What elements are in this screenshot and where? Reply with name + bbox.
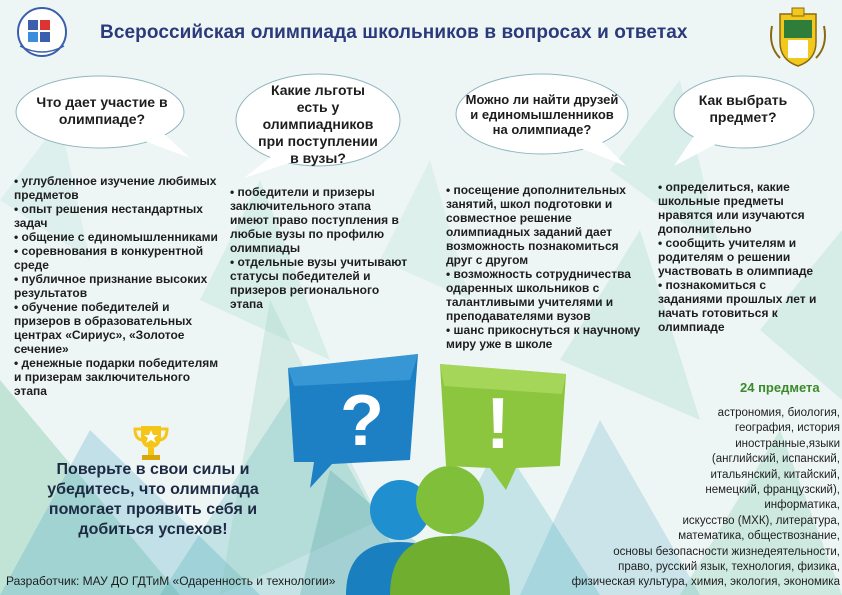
answer-line: этапа bbox=[230, 297, 263, 311]
slogan-text: Поверьте в свои силы и убедитесь, что олимпиада помогает проявить себя и добиться успехов! bbox=[47, 461, 259, 538]
answer-line: статусы победителей и bbox=[230, 269, 371, 283]
answer-line: призеров в образовательных bbox=[14, 314, 193, 328]
answer-line: • шанс прикоснуться к научному bbox=[446, 323, 641, 337]
footer-credit: Разработчик: МАУ ДО ГДТиМ «Одаренность и технологии» bbox=[6, 574, 336, 588]
answer-line: • публичное признание высоких bbox=[14, 272, 208, 286]
answer-line: среде bbox=[14, 258, 49, 272]
answer-line: миру уже в школе bbox=[446, 337, 553, 351]
answer-line: • денежные подарки победителям bbox=[14, 356, 219, 370]
answer-line: школьные предметы bbox=[658, 194, 784, 208]
answer-line: • сообщить учителям и bbox=[658, 236, 797, 250]
answer-line: олимпиадных заданий дает bbox=[446, 225, 613, 239]
blue-question-bubble-icon bbox=[288, 354, 418, 488]
question-bubble-1 bbox=[12, 70, 190, 160]
subject-line: математика, обществознание, bbox=[678, 530, 840, 543]
subject-line: право, русский язык, технология, физика, bbox=[618, 561, 840, 574]
exclamation-mark-glyph: ! bbox=[486, 384, 510, 464]
olympiad-logo-icon bbox=[8, 6, 76, 58]
subjects-heading: 24 предмета bbox=[740, 380, 820, 395]
answer-line: задач bbox=[14, 216, 48, 230]
subjects-list bbox=[420, 406, 840, 591]
trophy-icon bbox=[132, 422, 170, 462]
answer-line: возможность познакомиться bbox=[446, 239, 619, 253]
answer-line: заданиями прошлых лет и bbox=[658, 292, 817, 306]
answer-line: нравятся или изучаются bbox=[658, 208, 805, 222]
subject-line: география, история bbox=[735, 422, 840, 435]
answer-column-2 bbox=[230, 185, 430, 311]
question-bubble-2 bbox=[232, 70, 402, 178]
answer-line: заключительного этапа bbox=[230, 199, 371, 213]
answer-line: • определиться, какие bbox=[658, 180, 790, 194]
answer-line: друг с другом bbox=[446, 253, 529, 267]
question-3: Можно ли найти друзей и единомышленников на олимпиаде? bbox=[465, 92, 619, 137]
answer-line: • углубленное изучение любимых bbox=[14, 174, 217, 188]
subject-line: итальянский, китайский, bbox=[710, 468, 840, 481]
answer-line: • отдельные вузы учитывают bbox=[230, 255, 408, 269]
answer-line: предметов bbox=[14, 188, 79, 202]
answer-line: имеют право поступления в bbox=[230, 213, 399, 227]
subject-line: иностранные,языки bbox=[735, 437, 840, 450]
answer-line: • соревнования в конкурентной bbox=[14, 244, 204, 258]
question-4: Как выбрать предмет? bbox=[698, 92, 788, 125]
question-1: Что дает участие в олимпиаде? bbox=[36, 94, 168, 127]
answer-column-3 bbox=[446, 183, 646, 351]
answer-line: • возможность сотрудничества bbox=[446, 267, 631, 281]
subject-line: физическая культура, химия, экология, экономика bbox=[571, 576, 840, 589]
answer-column-4 bbox=[658, 180, 838, 334]
answer-line: сечение» bbox=[14, 342, 69, 356]
question-bubble-4 bbox=[668, 70, 818, 168]
answer-line: центрах «Сириус», «Золотое bbox=[14, 328, 185, 342]
answer-line: одаренных школьников с bbox=[446, 281, 600, 295]
answer-line: • посещение дополнительных bbox=[446, 183, 626, 197]
answer-line: любые вузы по профилю bbox=[230, 227, 385, 241]
answer-line: талантливыми учителями и bbox=[446, 295, 614, 309]
answer-line: • обучение победителей и bbox=[14, 300, 170, 314]
answer-line: начать готовиться к bbox=[658, 306, 778, 320]
answer-line: • общение с единомышленниками bbox=[14, 230, 218, 244]
answer-line: • познакомиться с bbox=[658, 278, 767, 292]
subject-line: искусство (МХК), литература, bbox=[682, 514, 840, 527]
answer-line: призеров регионального bbox=[230, 283, 380, 297]
subject-line: (английский, испанский, bbox=[711, 453, 840, 466]
answer-line: олимпиаде bbox=[658, 320, 725, 334]
answer-line: участвовать в олимпиаде bbox=[658, 264, 814, 278]
subject-line: немецкий, французский), bbox=[705, 484, 840, 497]
answer-column-1 bbox=[14, 174, 234, 398]
answer-line: преподавателями вузов bbox=[446, 309, 591, 323]
answer-line: результатов bbox=[14, 286, 88, 300]
answer-line: этапа bbox=[14, 384, 47, 398]
answer-line: родителям о решении bbox=[658, 250, 791, 264]
subject-line: основы безопасности жизнедеятельности, bbox=[613, 545, 840, 558]
coat-of-arms-icon bbox=[766, 6, 830, 68]
answer-line: и призерам заключительного bbox=[14, 370, 191, 384]
question-bubble-3 bbox=[450, 70, 630, 168]
subject-line: информатика, bbox=[764, 499, 840, 512]
answer-line: • победители и призеры bbox=[230, 185, 375, 199]
page-title: Всероссийская олимпиада школьников в вопросах и ответах bbox=[100, 22, 688, 43]
answer-line: олимпиады bbox=[230, 241, 301, 255]
subject-line: астрономия, биология, bbox=[717, 407, 840, 419]
answer-line: • опыт решения нестандартных bbox=[14, 202, 203, 216]
answer-line: занятий, школ подготовки и bbox=[446, 197, 613, 211]
question-2: Какие льготы есть у олимпиадников при поступлении в вузы? bbox=[258, 82, 378, 166]
answer-line: совместное решение bbox=[446, 211, 572, 225]
question-mark-glyph: ? bbox=[340, 381, 384, 461]
answer-line: дополнительно bbox=[658, 222, 752, 236]
